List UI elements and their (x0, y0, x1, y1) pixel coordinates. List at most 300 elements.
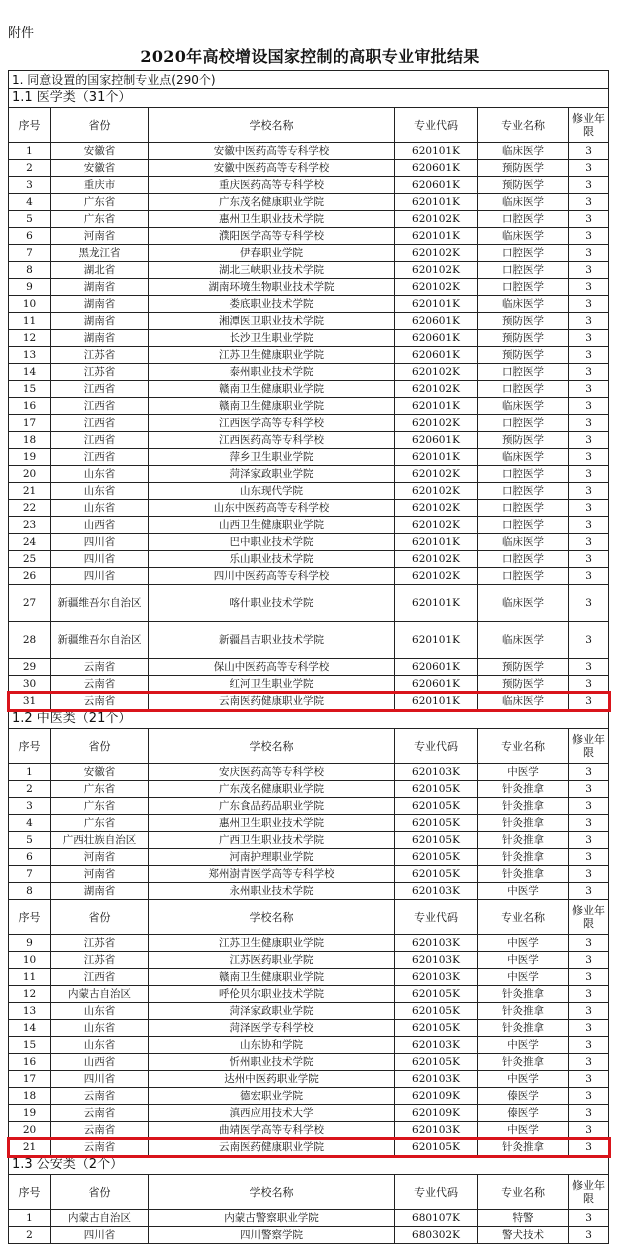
cell-province: 江苏省 (51, 935, 149, 952)
header-province: 省份 (51, 108, 149, 143)
section-heading-main (9, 71, 609, 89)
attachment-label: 附件 (8, 26, 35, 41)
cell-major-code: 620103K (395, 969, 478, 986)
cell-major-name: 临床医学 (478, 398, 569, 415)
table-row (9, 279, 609, 296)
cell-years: 3 (569, 798, 609, 815)
cell-province: 湖南省 (51, 330, 149, 347)
table-row (9, 296, 609, 313)
cell-major-code: 620103K (395, 935, 478, 952)
table-row (9, 160, 609, 177)
cell-major-name: 针灸推拿 (478, 781, 569, 798)
cell-seq: 10 (9, 296, 51, 313)
cell-seq: 4 (9, 815, 51, 832)
table-row (9, 517, 609, 534)
cell-major-name: 傣医学 (478, 1105, 569, 1122)
cell-major-code: 620105K (395, 798, 478, 815)
table-row (9, 1139, 609, 1156)
cell-major-name: 口腔医学 (478, 364, 569, 381)
header-seq: 序号 (9, 729, 51, 764)
cell-seq: 31 (9, 693, 51, 710)
table-row (9, 1054, 609, 1071)
cell-years: 3 (569, 1122, 609, 1139)
cell-province: 山西省 (51, 517, 149, 534)
cell-province: 云南省 (51, 659, 149, 676)
cell-seq: 6 (9, 228, 51, 245)
cell-major-code: 620102K (395, 517, 478, 534)
cell-years: 3 (569, 986, 609, 1003)
cell-years: 3 (569, 211, 609, 228)
table-row (9, 622, 609, 659)
cell-seq: 1 (9, 1210, 51, 1227)
cell-major-name: 临床医学 (478, 143, 569, 160)
cell-major-name: 口腔医学 (478, 568, 569, 585)
header-seq: 序号 (9, 1175, 51, 1210)
header-major-name: 专业名称 (478, 729, 569, 764)
cell-major-code: 620105K (395, 986, 478, 1003)
cell-school: 湖北三峡职业技术学院 (149, 262, 395, 279)
cell-major-code: 620601K (395, 160, 478, 177)
cell-school: 内蒙古警察职业学院 (149, 1210, 395, 1227)
results-table (8, 70, 609, 1244)
cell-school: 长沙卫生职业学院 (149, 330, 395, 347)
table-header-row (9, 108, 609, 143)
cell-school: 云南医药健康职业学院 (149, 1139, 395, 1156)
table-row (9, 1071, 609, 1088)
table-header-row (9, 729, 609, 764)
cell-major-name: 中医学 (478, 969, 569, 986)
cell-major-code: 620105K (395, 866, 478, 883)
header-province: 省份 (51, 900, 149, 935)
table-row (9, 364, 609, 381)
table-row (9, 798, 609, 815)
cell-seq: 14 (9, 1020, 51, 1037)
cell-major-code: 620103K (395, 883, 478, 900)
cell-province: 广东省 (51, 798, 149, 815)
cell-years: 3 (569, 330, 609, 347)
cell-school: 濮阳医学高等专科学校 (149, 228, 395, 245)
table-row (9, 194, 609, 211)
cell-major-name: 口腔医学 (478, 466, 569, 483)
cell-major-code: 620102K (395, 262, 478, 279)
cell-major-name: 中医学 (478, 764, 569, 781)
cell-seq: 1 (9, 143, 51, 160)
cell-major-name: 警犬技术 (478, 1227, 569, 1244)
cell-province: 江西省 (51, 449, 149, 466)
cell-major-code: 620101K (395, 398, 478, 415)
cell-province: 山西省 (51, 1054, 149, 1071)
cell-school: 惠州卫生职业技术学院 (149, 211, 395, 228)
cell-seq: 2 (9, 1227, 51, 1244)
cell-seq: 1 (9, 764, 51, 781)
cell-major-name: 预防医学 (478, 659, 569, 676)
cell-seq: 5 (9, 832, 51, 849)
cell-province: 湖南省 (51, 296, 149, 313)
cell-years: 3 (569, 815, 609, 832)
cell-major-name: 针灸推拿 (478, 986, 569, 1003)
header-major-code: 专业代码 (395, 108, 478, 143)
cell-province: 山东省 (51, 500, 149, 517)
cell-years: 3 (569, 279, 609, 296)
cell-province: 云南省 (51, 1122, 149, 1139)
header-seq: 序号 (9, 108, 51, 143)
cell-school: 湘潭医卫职业技术学院 (149, 313, 395, 330)
cell-major-name: 口腔医学 (478, 415, 569, 432)
cell-major-name: 临床医学 (478, 585, 569, 622)
table-row (9, 177, 609, 194)
cell-school: 德宏职业学院 (149, 1088, 395, 1105)
cell-school: 安徽中医药高等专科学校 (149, 160, 395, 177)
approval-results-document (8, 70, 608, 1244)
cell-school: 曲靖医学高等专科学校 (149, 1122, 395, 1139)
cell-seq: 9 (9, 935, 51, 952)
cell-major-code: 620102K (395, 381, 478, 398)
cell-major-code: 620101K (395, 449, 478, 466)
group-heading (9, 89, 609, 108)
header-school: 学校名称 (149, 1175, 395, 1210)
table-row (9, 500, 609, 517)
cell-major-name: 临床医学 (478, 449, 569, 466)
cell-major-code: 620101K (395, 693, 478, 710)
cell-years: 3 (569, 449, 609, 466)
cell-years: 3 (569, 432, 609, 449)
cell-major-code: 620102K (395, 211, 478, 228)
cell-school: 达州中医药职业学院 (149, 1071, 395, 1088)
cell-seq: 24 (9, 534, 51, 551)
cell-school: 湖南环境生物职业技术学院 (149, 279, 395, 296)
cell-years: 3 (569, 585, 609, 622)
cell-years: 3 (569, 415, 609, 432)
cell-school: 江西医药高等专科学校 (149, 432, 395, 449)
table-row (9, 815, 609, 832)
cell-seq: 5 (9, 211, 51, 228)
cell-major-name: 中医学 (478, 935, 569, 952)
cell-province: 云南省 (51, 1139, 149, 1156)
cell-province: 江西省 (51, 398, 149, 415)
cell-province: 河南省 (51, 228, 149, 245)
cell-province: 四川省 (51, 568, 149, 585)
cell-seq: 2 (9, 781, 51, 798)
table-row (9, 313, 609, 330)
cell-major-name: 临床医学 (478, 194, 569, 211)
cell-major-code: 620101K (395, 194, 478, 211)
header-province: 省份 (51, 729, 149, 764)
cell-major-code: 620102K (395, 500, 478, 517)
cell-school: 赣南卫生健康职业学院 (149, 398, 395, 415)
cell-province: 湖南省 (51, 279, 149, 296)
cell-years: 3 (569, 1054, 609, 1071)
cell-years: 3 (569, 517, 609, 534)
cell-province: 江苏省 (51, 347, 149, 364)
cell-years: 3 (569, 1037, 609, 1054)
table-row (9, 483, 609, 500)
table-row (9, 952, 609, 969)
cell-major-code: 620101K (395, 143, 478, 160)
cell-school: 四川中医药高等专科学校 (149, 568, 395, 585)
table-row (9, 935, 609, 952)
cell-major-code: 620102K (395, 466, 478, 483)
cell-major-code: 620103K (395, 1122, 478, 1139)
table-row (9, 449, 609, 466)
cell-major-code: 620101K (395, 228, 478, 245)
cell-seq: 2 (9, 160, 51, 177)
cell-province: 湖北省 (51, 262, 149, 279)
cell-seq: 18 (9, 432, 51, 449)
cell-seq: 23 (9, 517, 51, 534)
cell-major-name: 特警 (478, 1210, 569, 1227)
cell-major-name: 临床医学 (478, 693, 569, 710)
cell-seq: 9 (9, 279, 51, 296)
cell-province: 山东省 (51, 483, 149, 500)
cell-years: 3 (569, 1139, 609, 1156)
cell-province: 新疆维吾尔自治区 (51, 622, 149, 659)
cell-years: 3 (569, 693, 609, 710)
table-row (9, 832, 609, 849)
cell-school: 乐山职业技术学院 (149, 551, 395, 568)
cell-major-name: 预防医学 (478, 432, 569, 449)
cell-major-code: 620105K (395, 1003, 478, 1020)
cell-seq: 15 (9, 381, 51, 398)
cell-major-code: 620102K (395, 483, 478, 500)
cell-major-name: 针灸推拿 (478, 1003, 569, 1020)
cell-years: 3 (569, 228, 609, 245)
cell-province: 江西省 (51, 969, 149, 986)
cell-major-code: 620109K (395, 1105, 478, 1122)
cell-school: 伊春职业学院 (149, 245, 395, 262)
table-row (9, 781, 609, 798)
group-heading-text: 1.1 医学类（31个） (9, 89, 609, 108)
cell-school: 菏泽家政职业学院 (149, 466, 395, 483)
cell-school: 菏泽医学专科学校 (149, 1020, 395, 1037)
cell-province: 四川省 (51, 1071, 149, 1088)
cell-major-code: 620102K (395, 279, 478, 296)
cell-major-name: 口腔医学 (478, 381, 569, 398)
cell-seq: 14 (9, 364, 51, 381)
cell-years: 3 (569, 381, 609, 398)
cell-years: 3 (569, 245, 609, 262)
cell-major-name: 针灸推拿 (478, 1054, 569, 1071)
header-major-name: 专业名称 (478, 1175, 569, 1210)
cell-province: 黑龙江省 (51, 245, 149, 262)
cell-years: 3 (569, 551, 609, 568)
cell-major-name: 预防医学 (478, 177, 569, 194)
cell-seq: 15 (9, 1037, 51, 1054)
cell-school: 山东协和学院 (149, 1037, 395, 1054)
cell-seq: 29 (9, 659, 51, 676)
cell-years: 3 (569, 1227, 609, 1244)
cell-school: 巴中职业技术学院 (149, 534, 395, 551)
cell-school: 郑州澍青医学高等专科学校 (149, 866, 395, 883)
cell-seq: 20 (9, 466, 51, 483)
table-row (9, 466, 609, 483)
cell-major-code: 620101K (395, 534, 478, 551)
cell-major-code: 620105K (395, 1020, 478, 1037)
cell-major-code: 620105K (395, 815, 478, 832)
cell-school: 萍乡卫生职业学院 (149, 449, 395, 466)
cell-major-name: 中医学 (478, 883, 569, 900)
cell-major-name: 针灸推拿 (478, 798, 569, 815)
table-row (9, 1020, 609, 1037)
table-row (9, 568, 609, 585)
cell-seq: 8 (9, 883, 51, 900)
table-row (9, 693, 609, 710)
cell-years: 3 (569, 969, 609, 986)
cell-years: 3 (569, 1003, 609, 1020)
cell-seq: 22 (9, 500, 51, 517)
cell-school: 江苏卫生健康职业学院 (149, 935, 395, 952)
cell-province: 江西省 (51, 381, 149, 398)
cell-years: 3 (569, 952, 609, 969)
table-row (9, 1210, 609, 1227)
cell-province: 广东省 (51, 781, 149, 798)
cell-province: 安徽省 (51, 143, 149, 160)
cell-seq: 7 (9, 245, 51, 262)
table-row (9, 764, 609, 781)
table-row (9, 659, 609, 676)
cell-school: 广东食品药品职业学院 (149, 798, 395, 815)
cell-school: 滇西应用技术大学 (149, 1105, 395, 1122)
cell-province: 江西省 (51, 415, 149, 432)
cell-province: 安徽省 (51, 160, 149, 177)
cell-years: 3 (569, 568, 609, 585)
cell-major-code: 680302K (395, 1227, 478, 1244)
table-row (9, 534, 609, 551)
cell-school: 河南护理职业学院 (149, 849, 395, 866)
cell-years: 3 (569, 1088, 609, 1105)
header-major-name: 专业名称 (478, 108, 569, 143)
table-row (9, 1003, 609, 1020)
cell-province: 山东省 (51, 1020, 149, 1037)
cell-school: 山西卫生健康职业学院 (149, 517, 395, 534)
cell-major-name: 针灸推拿 (478, 849, 569, 866)
cell-school: 广东茂名健康职业学院 (149, 194, 395, 211)
table-row (9, 1037, 609, 1054)
cell-seq: 10 (9, 952, 51, 969)
header-years: 修业年限 (569, 900, 609, 935)
cell-major-code: 620101K (395, 585, 478, 622)
cell-major-code: 620105K (395, 1054, 478, 1071)
cell-province: 山东省 (51, 1037, 149, 1054)
header-school: 学校名称 (149, 729, 395, 764)
cell-years: 3 (569, 296, 609, 313)
cell-major-code: 620103K (395, 1037, 478, 1054)
cell-school: 江苏卫生健康职业学院 (149, 347, 395, 364)
header-years: 修业年限 (569, 1175, 609, 1210)
header-major-code: 专业代码 (395, 729, 478, 764)
cell-province: 广东省 (51, 211, 149, 228)
group-heading-text: 1.3 公安类（2个） (9, 1156, 609, 1175)
cell-seq: 12 (9, 986, 51, 1003)
cell-province: 四川省 (51, 1227, 149, 1244)
cell-years: 3 (569, 364, 609, 381)
cell-years: 3 (569, 866, 609, 883)
cell-school: 呼伦贝尔职业技术学院 (149, 986, 395, 1003)
table-row (9, 585, 609, 622)
cell-years: 3 (569, 781, 609, 798)
cell-major-name: 口腔医学 (478, 551, 569, 568)
cell-major-code: 620601K (395, 330, 478, 347)
cell-school: 保山中医药高等专科学校 (149, 659, 395, 676)
header-seq: 序号 (9, 900, 51, 935)
table-row (9, 551, 609, 568)
cell-seq: 3 (9, 177, 51, 194)
cell-major-name: 预防医学 (478, 676, 569, 693)
cell-major-code: 620103K (395, 952, 478, 969)
cell-school: 四川警察学院 (149, 1227, 395, 1244)
cell-province: 重庆市 (51, 177, 149, 194)
cell-major-name: 中医学 (478, 1071, 569, 1088)
group-heading-text: 1.2 中医类（21个） (9, 710, 609, 729)
table-row (9, 883, 609, 900)
cell-major-code: 620102K (395, 245, 478, 262)
header-years: 修业年限 (569, 729, 609, 764)
cell-major-name: 预防医学 (478, 313, 569, 330)
cell-province: 江西省 (51, 432, 149, 449)
cell-years: 3 (569, 160, 609, 177)
cell-school: 安徽中医药高等专科学校 (149, 143, 395, 160)
cell-seq: 16 (9, 1054, 51, 1071)
header-major-code: 专业代码 (395, 900, 478, 935)
cell-years: 3 (569, 313, 609, 330)
cell-province: 云南省 (51, 693, 149, 710)
cell-seq: 21 (9, 1139, 51, 1156)
cell-major-code: 620101K (395, 296, 478, 313)
cell-province: 新疆维吾尔自治区 (51, 585, 149, 622)
cell-years: 3 (569, 262, 609, 279)
cell-major-name: 口腔医学 (478, 517, 569, 534)
cell-seq: 11 (9, 969, 51, 986)
table-row (9, 1122, 609, 1139)
cell-seq: 27 (9, 585, 51, 622)
cell-seq: 11 (9, 313, 51, 330)
cell-years: 3 (569, 1020, 609, 1037)
cell-major-name: 中医学 (478, 952, 569, 969)
cell-major-code: 620102K (395, 415, 478, 432)
table-row (9, 1227, 609, 1244)
cell-seq: 20 (9, 1122, 51, 1139)
cell-years: 3 (569, 534, 609, 551)
cell-province: 安徽省 (51, 764, 149, 781)
cell-province: 广西壮族自治区 (51, 832, 149, 849)
cell-school: 新疆昌吉职业技术学院 (149, 622, 395, 659)
cell-major-code: 620101K (395, 622, 478, 659)
cell-school: 安庆医药高等专科学校 (149, 764, 395, 781)
cell-major-code: 620103K (395, 764, 478, 781)
cell-major-name: 预防医学 (478, 347, 569, 364)
cell-seq: 26 (9, 568, 51, 585)
cell-major-code: 620601K (395, 676, 478, 693)
cell-years: 3 (569, 883, 609, 900)
section-heading-main-text: 1. 同意设置的国家控制专业点(290个) (9, 71, 609, 89)
cell-major-name: 中医学 (478, 1122, 569, 1139)
cell-years: 3 (569, 1105, 609, 1122)
cell-major-name: 口腔医学 (478, 483, 569, 500)
cell-seq: 4 (9, 194, 51, 211)
header-school: 学校名称 (149, 900, 395, 935)
cell-major-name: 针灸推拿 (478, 832, 569, 849)
cell-years: 3 (569, 622, 609, 659)
cell-school: 云南医药健康职业学院 (149, 693, 395, 710)
cell-school: 娄底职业技术学院 (149, 296, 395, 313)
group-heading (9, 1156, 609, 1175)
cell-province: 云南省 (51, 1088, 149, 1105)
cell-seq: 7 (9, 866, 51, 883)
table-row (9, 1105, 609, 1122)
cell-province: 四川省 (51, 551, 149, 568)
cell-province: 四川省 (51, 534, 149, 551)
cell-major-code: 620601K (395, 432, 478, 449)
cell-major-name: 口腔医学 (478, 245, 569, 262)
